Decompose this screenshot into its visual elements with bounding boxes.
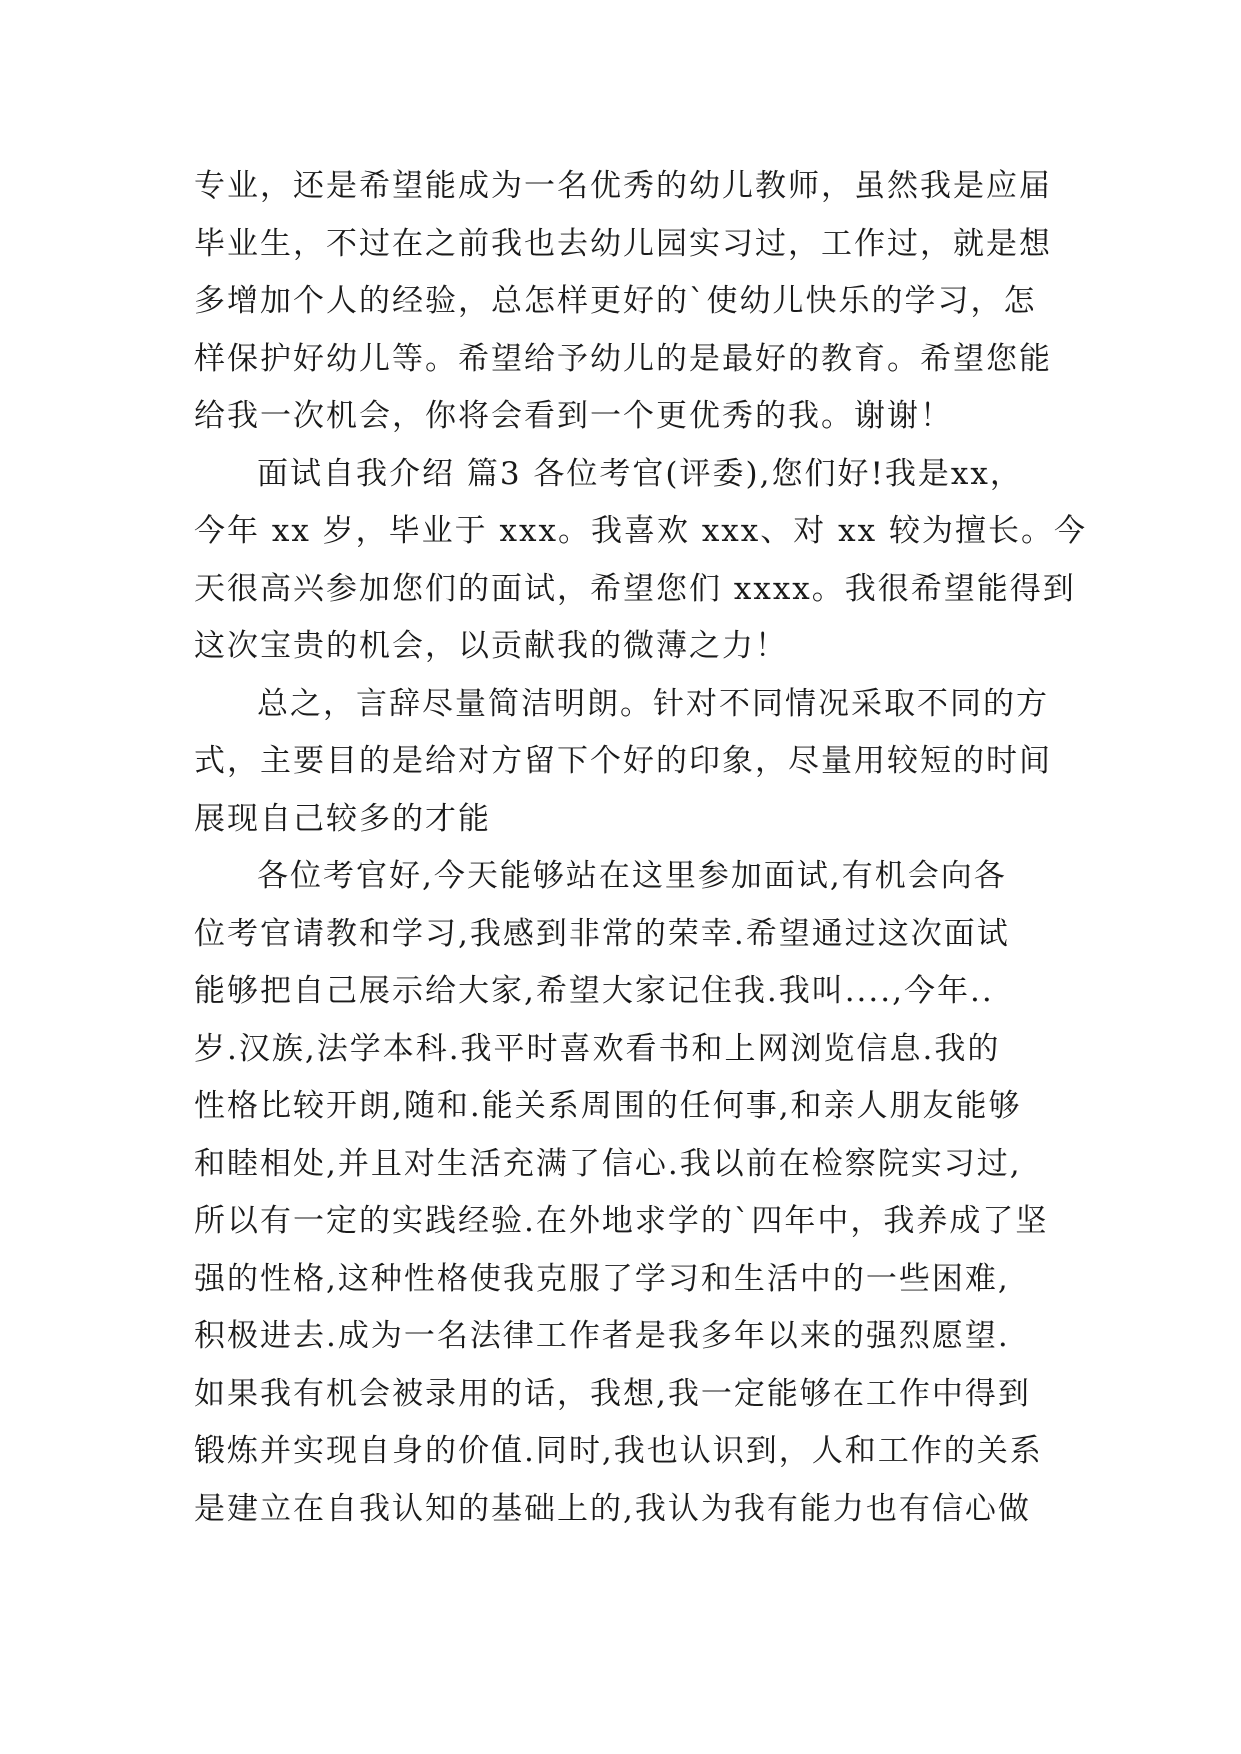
paragraph-start-line: 各位考官好,今天能够站在这里参加面试,有机会向各 <box>257 858 1007 894</box>
text-line: 和睦相处,并且对生活充满了信心.我以前在检察院实习过, <box>194 1145 1022 1182</box>
paragraph-start-line: 总之，言辞尽量简洁明朗。针对不同情况采取不同的方 <box>257 685 1049 722</box>
text-line: 是建立在自我认知的基础上的,我认为我有能力也有信心做 <box>194 1490 1031 1527</box>
text-line: 位考官请教和学习,我感到非常的荣幸.希望通过这次面试 <box>194 915 1010 952</box>
text-line: 岁.汉族,法学本科.我平时喜欢看书和上网浏览信息.我的 <box>194 1030 1001 1067</box>
text-line: 强的性格,这种性格使我克服了学习和生活中的一些困难, <box>194 1260 1010 1297</box>
text-line: 多增加个人的经验，总怎样更好的`使幼儿快乐的学习，怎 <box>194 283 1037 319</box>
text-line: 展现自己较多的才能 <box>194 800 491 837</box>
text-line: 如果我有机会被录用的话，我想,我一定能够在工作中得到 <box>194 1375 1031 1412</box>
text-line: 专业，还是希望能成为一名优秀的幼儿教师，虽然我是应届 <box>194 168 1052 204</box>
text-line: 积极进去.成为一名法律工作者是我多年以来的强烈愿望. <box>194 1318 1010 1354</box>
text-line: 式，主要目的是给对方留下个好的印象，尽量用较短的时间 <box>194 743 1052 779</box>
text-line: 天很高兴参加您们的面试，希望您们 xxxx。我很希望能得到 <box>194 570 1076 607</box>
text-line: 毕业生，不过在之前我也去幼儿园实习过，工作过，就是想 <box>194 225 1052 262</box>
text-line: 锻炼并实现自身的价值.同时,我也认识到，人和工作的关系 <box>194 1433 1043 1469</box>
text-line: 能够把自己展示给大家,希望大家记住我.我叫....,今年.. <box>194 973 994 1009</box>
text-line: 给我一次机会，你将会看到一个更优秀的我。谢谢！ <box>194 398 953 434</box>
text-line: 性格比较开朗,随和.能关系周围的任何事,和亲人朋友能够 <box>194 1088 1022 1124</box>
document-body <box>194 158 1087 1538</box>
text-line: 所以有一定的实践经验.在外地求学的`四年中，我养成了坚 <box>194 1203 1049 1239</box>
text-line: 今年 xx 岁，毕业于 xxx。我喜欢 xxx、对 xx 较为擅长。今 <box>194 513 1087 549</box>
section-heading-line: 面试自我介绍 篇3 各位考官(评委),您们好!我是xx， <box>257 455 1023 492</box>
text-line: 这次宝贵的机会，以贡献我的微薄之力！ <box>194 628 788 664</box>
text-line: 样保护好幼儿等。希望给予幼儿的是最好的教育。希望您能 <box>194 340 1052 377</box>
